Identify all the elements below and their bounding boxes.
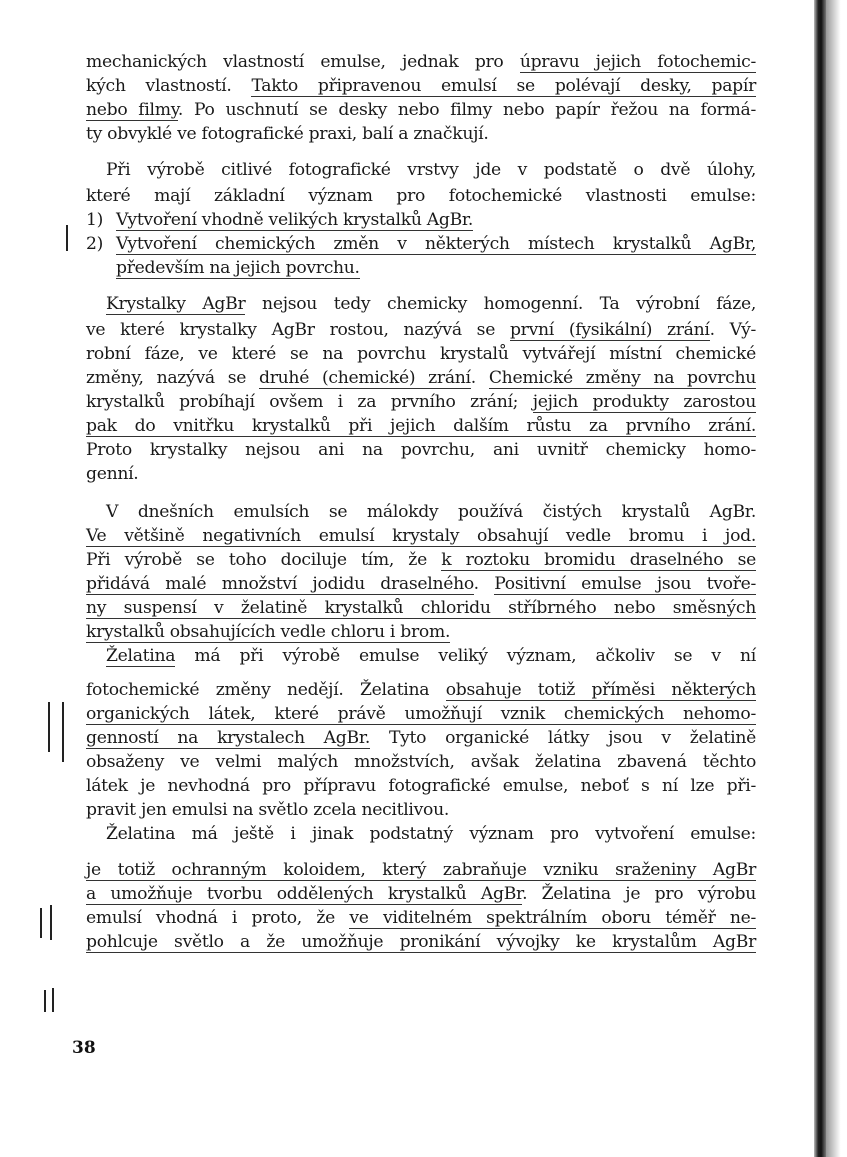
underlined-text: druhé (chemické) zrání (259, 368, 471, 388)
text-line (86, 122, 756, 146)
text-line (86, 750, 756, 774)
text-segment: ty obvyklé ve fotografické praxi, balí a značkují. (86, 124, 489, 144)
text-segment: robní fáze, ve které se na povrchu krystalů vytvářejí místní chemické (86, 344, 756, 364)
text-line (86, 462, 756, 486)
underlined-text: pohlcuje světlo a že umožňuje pronikání vývojky ke krystalům AgBr (86, 932, 756, 952)
text-line (86, 390, 756, 414)
text-segment: krystalků probíhají ovšem i za prvního zrání; (86, 392, 533, 412)
underlined-text: Chemické změny na povrchu (488, 368, 757, 388)
text-segment: . Vý- (709, 320, 756, 340)
text-segment: Tyto organické látky jsou v želatině (370, 728, 756, 748)
underlined-text: Takto připravenou emulsí se polévají desky, papír (251, 76, 756, 96)
text-segment: kých vlastností. (86, 76, 252, 96)
margin-bar-mark (50, 905, 52, 940)
text-segment: Proto krystalky nejsou ani na povrchu, ani uvnitř chemicky homo- (86, 440, 756, 460)
text-line (86, 548, 756, 572)
underlined-text: je totiž ochranným koloidem, který zabraňuje vzniku sraženiny AgBr (86, 860, 756, 880)
text-segment: mechanických vlastností emulse, jednak pro (86, 52, 520, 72)
text-segment: . (470, 368, 489, 388)
text-line (86, 858, 756, 882)
text-line (86, 292, 756, 316)
text-line (86, 930, 756, 954)
text-line (86, 184, 756, 208)
underlined-text: ny suspensí v želatině krystalků chloridu stříbrného nebo směsných (86, 598, 756, 618)
text-segment: změny, nazývá se (86, 368, 260, 388)
text-segment: . Želatina je pro výrobu (522, 884, 756, 904)
underlined-text: Krystalky AgBr (106, 294, 246, 314)
text-line (86, 342, 756, 366)
underlined-text: úpravu jejich fotochemic- (519, 52, 756, 72)
text-segment: . Po uschnutí se desky nebo filmy nebo papír řežou na formá- (177, 100, 756, 120)
text-line (86, 774, 756, 798)
text-line (86, 882, 756, 906)
underlined-text: genností na krystalech AgBr. (86, 728, 371, 748)
text-line (86, 726, 756, 750)
text-line (86, 524, 756, 548)
underlined-text: Želatina (106, 646, 176, 666)
underlined-text: Vytvoření chemických změn v některých místech krystalků AgBr, (116, 234, 756, 254)
book-spine-fade (826, 0, 847, 1157)
underlined-text: první (fysikální) zrání (509, 320, 710, 340)
page-number: 38 (72, 1038, 96, 1058)
margin-bar-mark (40, 908, 42, 938)
text-line (86, 500, 756, 524)
text-segment: Želatina má ještě i jinak podstatný význam pro vytvoření emulse: (106, 824, 756, 844)
underlined-text: obsahuje totiž příměsi některých (445, 680, 757, 700)
text-segment: které mají základní význam pro fotochemické vlastnosti emulse: (86, 186, 756, 206)
text-line (86, 232, 756, 256)
underlined-text: organických látek, které právě umožňují vznik chemických nehomo- (86, 704, 756, 724)
text-segment: látek je nevhodná pro přípravu fotografické emulse, neboť s ní lze při- (86, 776, 756, 796)
underlined-text: Vytvoření vhodně velikých krystalků AgBr. (116, 210, 474, 230)
margin-bar-mark (62, 702, 64, 762)
text-line (86, 438, 756, 462)
underlined-text: nebo filmy (86, 100, 178, 120)
text-segment: obsaženy ve velmi malých množstvích, avšak želatina zbavená těchto (86, 752, 756, 772)
text-segment: nejsou tedy chemicky homogenní. Ta výrobní fáze, (245, 294, 756, 314)
text-line (86, 702, 756, 726)
text-line (86, 620, 756, 644)
margin-bar-mark (52, 988, 54, 1012)
margin-bracket-mark (66, 225, 68, 251)
text-segment: emulsí vhodná i proto, že (86, 908, 350, 928)
underlined-text: pak do vnitřku krystalků při jejich dalším růstu za prvního zrání. (86, 416, 756, 436)
text-segment: Při výrobě se toho dociluje tím, že (86, 550, 442, 570)
text-line (86, 74, 756, 98)
text-line (86, 50, 756, 74)
text-line (86, 644, 756, 668)
underlined-text: k roztoku bromidu draselného se (441, 550, 756, 570)
text-segment: V dnešních emulsích se málokdy používá čistých krystalů AgBr. (106, 502, 756, 522)
text-segment: . (473, 574, 495, 594)
underlined-text: Positivní emulse jsou tvoře- (494, 574, 756, 594)
text-line (86, 414, 756, 438)
text-line (86, 318, 756, 342)
text-line (86, 98, 756, 122)
book-spine-shadow (814, 0, 826, 1157)
margin-bar-mark (48, 702, 50, 752)
underlined-text: krystalků obsahujících vedle chloru i brom. (86, 622, 451, 642)
underlined-text: a umožňuje tvorbu oddělených krystalků AgBr (86, 884, 523, 904)
text-segment: fotochemické změny nedějí. Želatina (86, 680, 446, 700)
text-line (86, 822, 756, 846)
text-segment: genní. (86, 464, 139, 484)
list-number: 2) (86, 234, 104, 254)
text-line (86, 158, 756, 182)
text-line (86, 906, 756, 930)
text-segment: Při výrobě citlivé fotografické vrstvy jde v podstatě o dvě úlohy, (106, 160, 756, 180)
text-line (86, 678, 756, 702)
text-line (86, 596, 756, 620)
text-line (86, 208, 756, 232)
underlined-text: Ve většině negativních emulsí krystaly obsahují vedle bromu i jod. (86, 526, 756, 546)
text-line (86, 256, 756, 280)
text-line (86, 366, 756, 390)
text-segment: pravit jen emulsi na světlo zcela necitlivou. (86, 800, 450, 820)
text-segment: má při výrobě emulse veliký význam, ačkoliv se v ní (175, 646, 756, 666)
text-line (86, 572, 756, 596)
list-number: 1) (86, 210, 104, 230)
margin-bar-mark (44, 990, 46, 1012)
underlined-text: jejich produkty zarostou (532, 392, 756, 412)
underlined-text: přidává malé množství jodidu draselného (86, 574, 474, 594)
underlined-text: především na jejich povrchu. (116, 258, 360, 278)
text-line (86, 798, 756, 822)
text-segment: ve které krystalky AgBr rostou, nazývá se (86, 320, 510, 340)
underlined-text: ve viditelném spektrálním oboru téměř ne- (349, 908, 757, 928)
